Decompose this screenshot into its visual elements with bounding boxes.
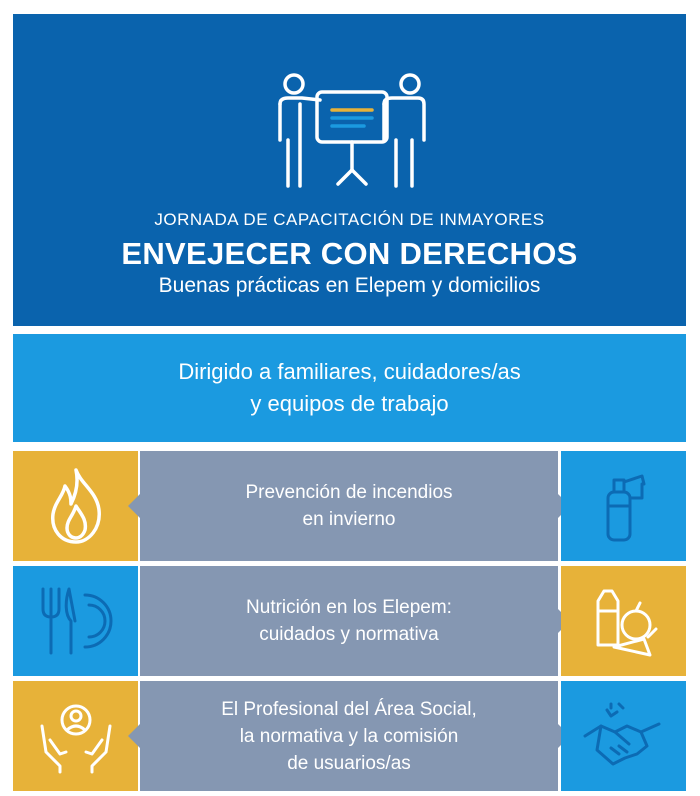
event-kicker: JORNADA DE CAPACITACIÓN DE INMAYORES (154, 210, 545, 229)
audience-line-1: Dirigido a familiares, cuidadores/as (178, 359, 521, 384)
topic-2-line-1: Nutrición en los Elepem: (246, 597, 452, 618)
topic-3-line-2: la normativa y la comisión (239, 725, 459, 747)
notch-left (128, 494, 140, 518)
audience-line-2: y equipos de trabajo (250, 391, 449, 416)
topic-3-line-1: El Profesional del Área Social, (221, 698, 477, 720)
topic-2-line-2: cuidados y normativa (259, 624, 439, 645)
notch-left (128, 724, 140, 748)
topic-fire-prevention (140, 451, 558, 561)
hands-person-icon (13, 681, 138, 791)
handshake-icon (561, 681, 686, 791)
cutlery-plate-icon (13, 566, 138, 676)
header-banner (13, 14, 686, 326)
fire-extinguisher-icon (561, 451, 686, 561)
event-title: ENVEJECER CON DERECHOS (121, 236, 578, 271)
fire-icon (13, 451, 138, 561)
topic-1-line-1: Prevención de incendios (245, 482, 453, 503)
topic-social-area (140, 681, 558, 791)
food-groceries-icon (561, 566, 686, 676)
topic-1-line-2: en invierno (302, 509, 396, 530)
topic-nutrition (140, 566, 558, 676)
topic-3-line-3: de usuarios/as (287, 752, 411, 774)
presentation-icon (272, 70, 432, 190)
audience-banner (13, 334, 686, 442)
event-subtitle: Buenas prácticas en Elepem y domicilios (158, 274, 541, 297)
